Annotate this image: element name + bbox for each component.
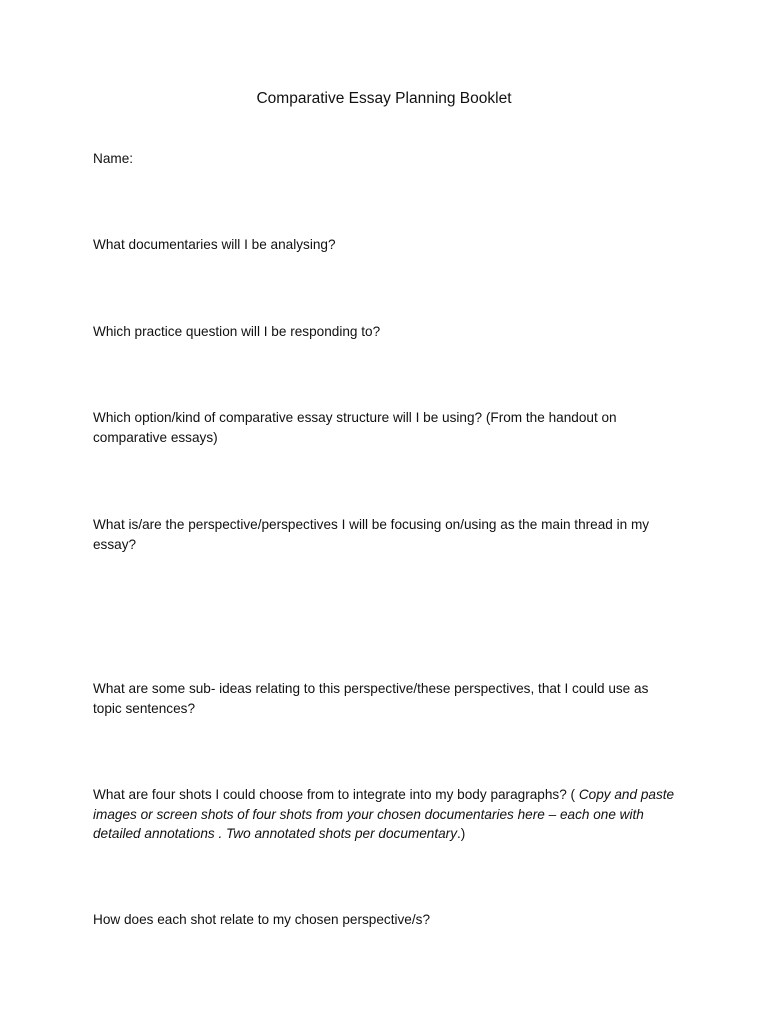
question-shots-instructions: Copy and paste images or screen shots of four shots from your chosen documentaries here – each one with detailed annotations . Two annotated shots per documentary [93, 787, 675, 841]
question-perspective: What is/are the perspective/perspectives I will be focusing on/using as the main thread in my essay? [93, 517, 650, 552]
question-practice: Which practice question will I be responding to? [93, 324, 381, 339]
document-title: Comparative Essay Planning Booklet [256, 90, 512, 107]
name-field-label: Name: [93, 151, 134, 166]
question-structure: Which option/kind of comparative essay structure will I be using? (From the handout on comparative essays) [93, 410, 617, 445]
question-documentaries: What documentaries will I be analysing? [93, 237, 336, 252]
question-shots-tail: .) [457, 826, 466, 841]
question-shot-relation: How does each shot relate to my chosen perspective/s? [93, 912, 431, 927]
question-shots [93, 785, 679, 844]
question-shots-lead: What are four shots I could choose from to integrate into my body paragraphs? ( [93, 787, 579, 802]
question-sub-ideas: What are some sub- ideas relating to this perspective/these perspectives, that I could use as topic sentences? [93, 681, 649, 716]
